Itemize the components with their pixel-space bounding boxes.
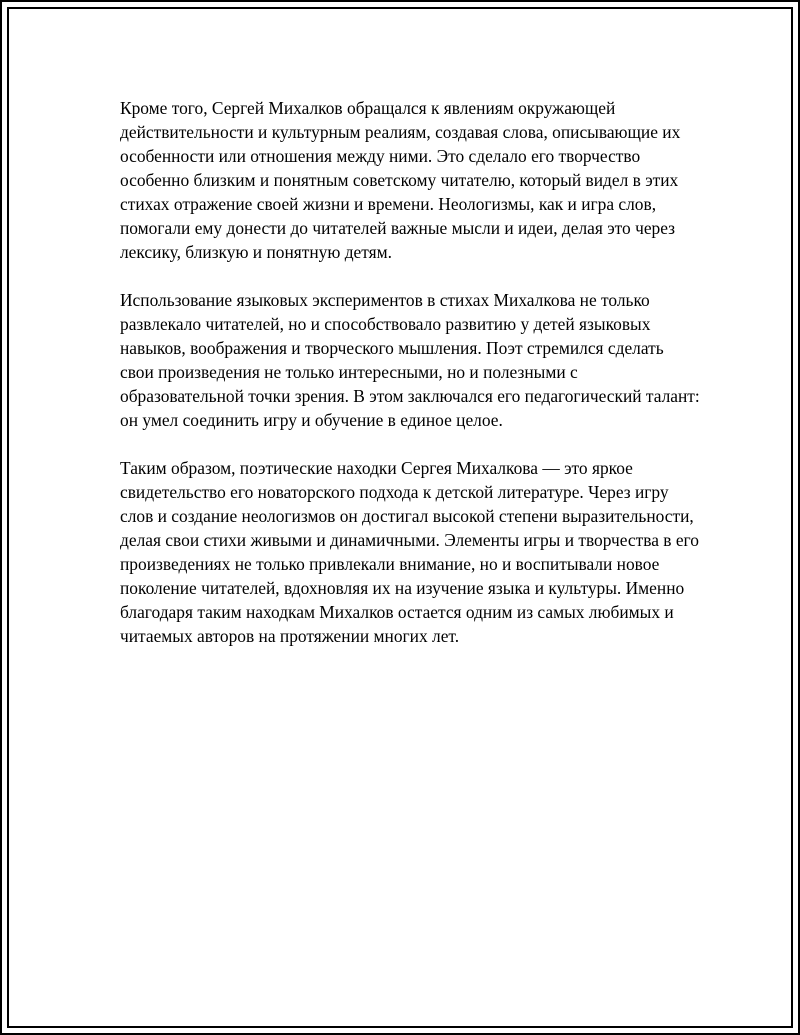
paragraph-2: Использование языковых экспериментов в стихах Михалкова не только развлекало читателей, но и способствовало развитию у детей языковых навыков, воображения и творческого мышления. Поэт стремился сделать свои произведения не только интересными, но и полезными с образовательной точки зрения. В этом заключался его педагогический талант: он умел соединить игру и обучение в единое целое. xyxy=(120,290,700,430)
document-body xyxy=(120,96,700,672)
paragraph-1: Кроме того, Сергей Михалков обращался к явлениям окружающей действительности и культурным реалиям, создавая слова, описывающие их особенности или отношения между ними. Это сделало его творчество особенно близким и понятным советскому читателю, который видел в этих стихах отражение своей жизни и времени. Неологизмы, как и игра слов, помогали ему донести до читателей важные мысли и идеи, делая это через лексику, близкую и понятную детям. xyxy=(120,98,681,262)
paragraph-3: Таким образом, поэтические находки Сергея Михалкова — это яркое свидетельство его новаторского подхода к детской литературе. Через игру слов и создание неологизмов он достигал высокой степени выразительности, делая свои стихи живыми и динамичными. Элементы игры и творчества в его произведениях не только привлекали внимание, но и воспитывали новое поколение читателей, вдохновляя их на изучение языка и культуры. Именно благодаря таким находкам Михалков остается одним из самых любимых и читаемых авторов на протяжении многих лет. xyxy=(120,458,699,646)
